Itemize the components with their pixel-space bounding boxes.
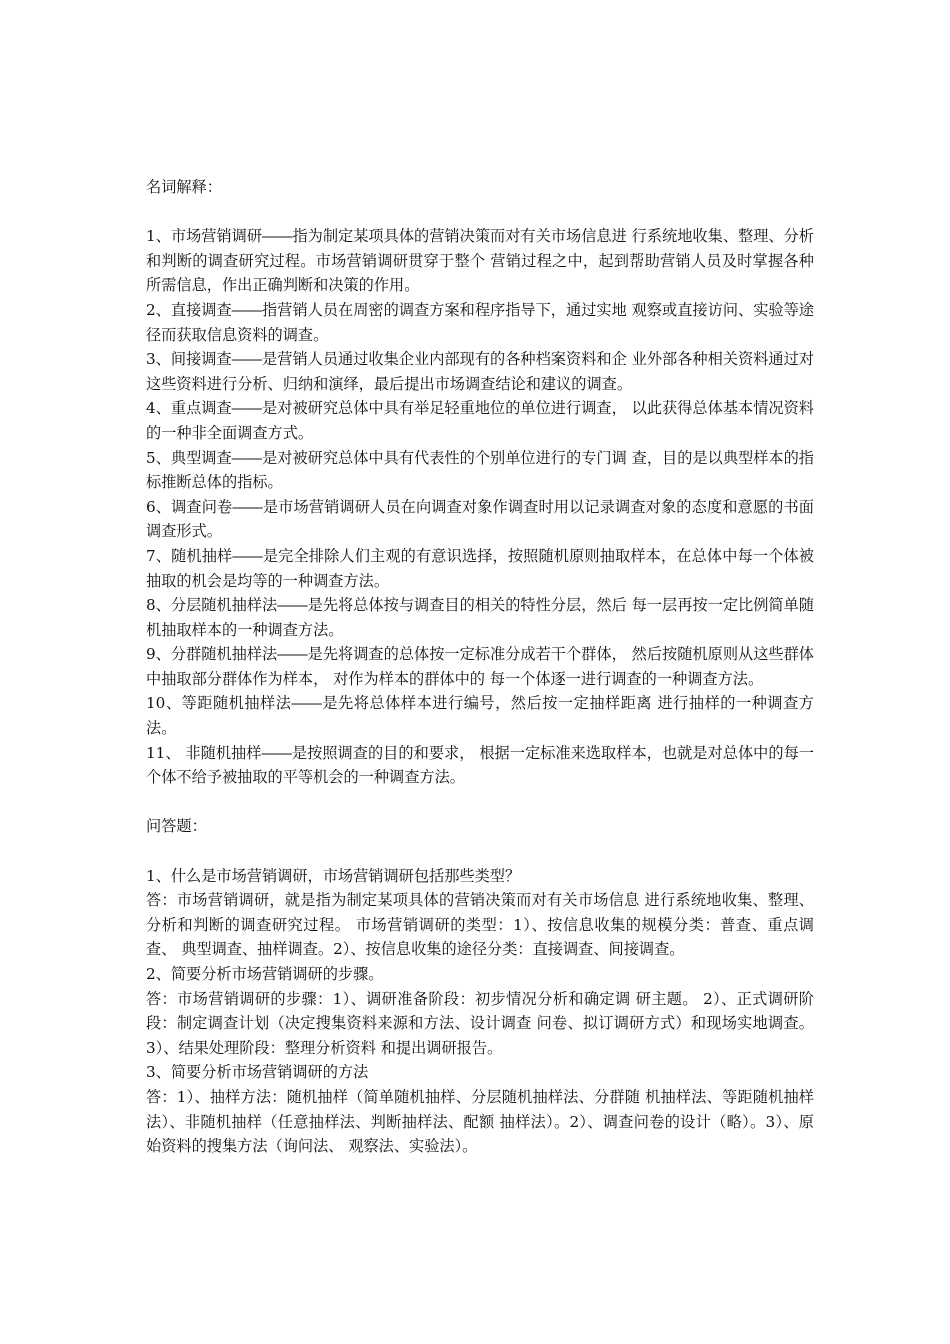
blank-line bbox=[146, 790, 814, 815]
definition-item-3: 3、间接调查――是营销人员通过收集企业内部现有的各种档案资料和企 业外部各种相关资料通过对这些资料进行分析、归纳和演绎，最后提出市场调查结论和建议的调查。 bbox=[146, 350, 814, 393]
definition-item-4: 4、重点调查――是对被研究总体中具有举足轻重地位的单位进行调查， 以此获得总体基本情况资料的一种非全面调查方式。 bbox=[146, 399, 814, 442]
question-2: 2、简要分析市场营销调研的步骤。 bbox=[146, 965, 384, 983]
definition-item-6: 6、调查问卷――是市场营销调研人员在向调查对象作调查时用以记录调查对象的态度和意愿的书面调查形式。 bbox=[146, 497, 814, 541]
section-title-definitions: 名词解释： bbox=[146, 178, 222, 196]
definition-item-11: 11、 非随机抽样――是按照调查的目的和要求， 根据一定标准来选取样本，也就是对总体中的每一个体不给予被抽取的平等机会的一种调查方法。 bbox=[146, 743, 814, 787]
answer-2: 答：市场营销调研的步骤：1）、调研准备阶段：初步情况分析和确定调 研主题。 2）、正式调研阶段：制定调查计划（决定搜集资料来源和方法、设计调查 问卷、拟订调研方式）和现场实地调查。3）、结果处理阶段：整理分析资料 和提出调研报告。 bbox=[146, 989, 814, 1057]
answer-1: 答：市场营销调研，就是指为制定某项具体的营销决策而对有关市场信息 进行系统地收集、整理、分析和判断的调查研究过程。 市场营销调研的类型：1）、按信息收集的规模分类：普查、重点调查、 典型调查、抽样调查。2）、按信息收集的途径分类：直接调查、间接调查。 bbox=[146, 891, 814, 959]
section-title-questions: 问答题： bbox=[146, 817, 207, 836]
definition-item-9: 9、分群随机抽样法――是先将调查的总体按一定标准分成若干个群体， 然后按随机原则从这些群体中抽取部分群体作为样本， 对作为样本的群体中的 每一个体逐一进行调查的一种调查方法。 bbox=[146, 645, 814, 688]
definition-item-10: 10、等距随机抽样法――是先将总体样本进行编号，然后按一定抽样距离 进行抽样的一种调查方法。 bbox=[146, 694, 814, 738]
document-page bbox=[146, 175, 814, 1159]
definition-item-1: 1、市场营销调研――指为制定某项具体的营销决策而对有关市场信息进 行系统地收集、整理、分析和判断的调查研究过程。市场营销调研贯穿于整个 营销过程之中，起到帮助营销人员及时掌握各种所需信息，作出正确判断和决策的作用。 bbox=[146, 227, 814, 295]
definition-item-2: 2、直接调查――指营销人员在周密的调查方案和程序指导下，通过实地 观察或直接访问、实验等途径而获取信息资料的调查。 bbox=[146, 300, 814, 344]
blank-line bbox=[146, 200, 814, 225]
question-3: 3、简要分析市场营销调研的方法 bbox=[146, 1063, 369, 1082]
question-1: 1、什么是市场营销调研，市场营销调研包括那些类型？ bbox=[146, 866, 521, 885]
answer-3: 答：1）、抽样方法：随机抽样（简单随机抽样、分层随机抽样法、分群随 机抽样法、等距随机抽样法）、非随机抽样（任意抽样法、判断抽样法、配额 抽样法）。2）、调查问卷的设计（略）。3）、原始资料的搜集方法（询问法、 观察法、实验法）。 bbox=[146, 1087, 814, 1156]
definition-item-8: 8、分层随机抽样法――是先将总体按与调查目的相关的特性分层，然后 每一层再按一定比例简单随机抽取样本的一种调查方法。 bbox=[146, 596, 814, 639]
definition-item-7: 7、随机抽样――是完全排除人们主观的有意识选择，按照随机原则抽取样本，在总体中每一个体被抽取的机会是均等的一种调查方法。 bbox=[146, 546, 814, 590]
blank-line bbox=[146, 839, 814, 864]
definition-item-5: 5、典型调查――是对被研究总体中具有代表性的个别单位进行的专门调 查，目的是以典型样本的指标推断总体的指标。 bbox=[146, 448, 814, 492]
